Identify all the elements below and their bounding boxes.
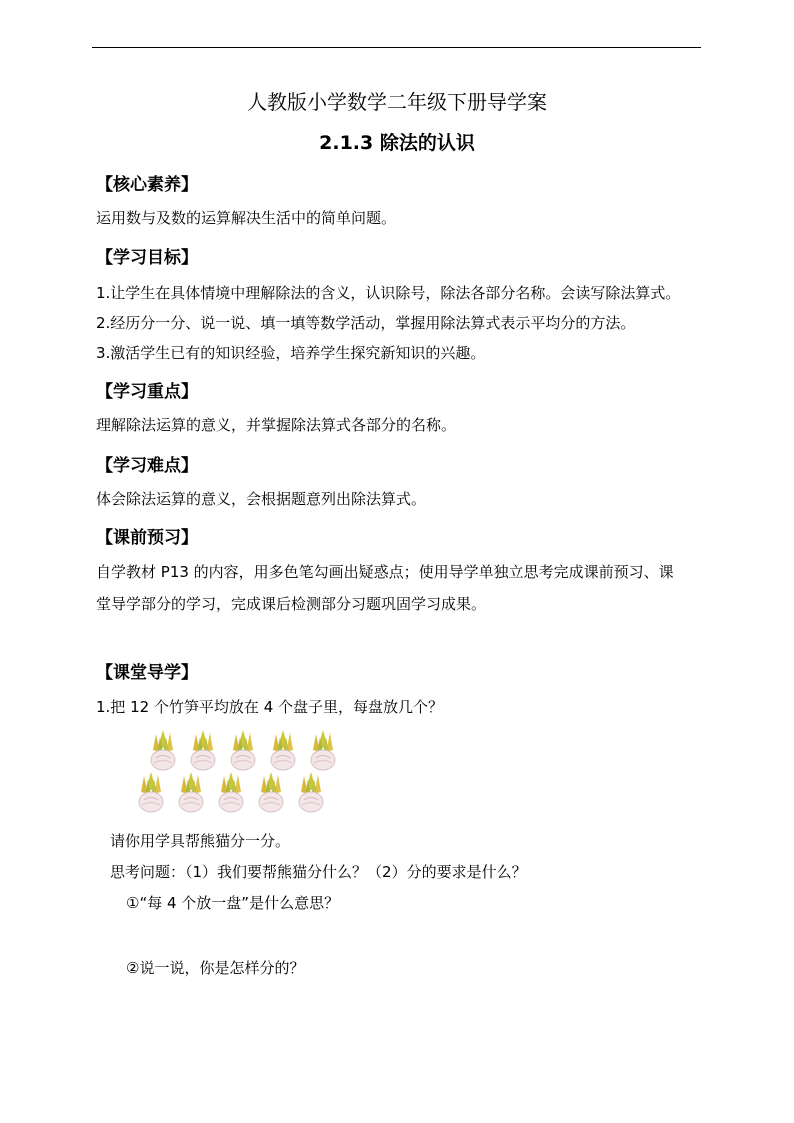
bamboo-shoots-illustration xyxy=(140,728,350,820)
page-title: 人教版小学数学二年级下册导学案 xyxy=(247,90,547,114)
key-text: 理解除法运算的意义，并掌握除法算式各部分的名称。 xyxy=(96,416,457,434)
preview-line-2: 堂导学部分的学习，完成课后检测部分习题巩固学习成果。 xyxy=(96,595,487,613)
bamboo-shoot-icon xyxy=(176,770,206,814)
preview-line-1: 自学教材 P13 的内容，用多色笔勾画出疑惑点；使用导学单独立思考完成课前预习、课 xyxy=(96,563,674,581)
heading-key: 【学习重点】 xyxy=(96,382,198,402)
sub-question-2: ②说一说，你是怎样分的？ xyxy=(126,959,305,977)
lesson-title: 2.1.3 除法的认识 xyxy=(319,132,475,154)
bamboo-shoot-icon xyxy=(136,770,166,814)
bamboo-shoot-icon xyxy=(148,728,178,772)
heading-preview: 【课前预习】 xyxy=(96,528,198,548)
bamboo-shoot-icon xyxy=(188,728,218,772)
heading-classroom: 【课堂导学】 xyxy=(96,663,198,683)
bamboo-shoot-icon xyxy=(308,728,338,772)
goal-item-2: 2.经历分一分、说一说、填一填等数学活动，掌握用除法算式表示平均分的方法。 xyxy=(96,314,636,332)
sub-question-1: ①“每 4 个放一盘”是什么意思？ xyxy=(126,894,340,912)
question-1: 1.把 12 个竹笋平均放在 4 个盘子里，每盘放几个？ xyxy=(96,698,444,716)
heading-goals: 【学习目标】 xyxy=(96,248,198,268)
bamboo-shoot-icon xyxy=(216,770,246,814)
bamboo-shoot-icon xyxy=(256,770,286,814)
bamboo-shoot-icon xyxy=(228,728,258,772)
heading-core: 【核心素养】 xyxy=(96,175,198,195)
bamboo-shoot-icon xyxy=(296,770,326,814)
goal-item-1: 1.让学生在具体情境中理解除法的含义，认识除号，除法各部分名称。会读写除法算式。 xyxy=(96,284,681,302)
goal-item-3: 3.激活学生已有的知识经验，培养学生探究新知识的兴趣。 xyxy=(96,344,486,362)
think-question: 思考问题：（1）我们要帮熊猫分什么？（2）分的要求是什么？ xyxy=(110,863,527,881)
header-rule xyxy=(92,47,701,48)
bamboo-shoot-icon xyxy=(268,728,298,772)
difficulty-text: 体会除法运算的意义，会根据题意列出除法算式。 xyxy=(96,490,427,508)
heading-difficulty: 【学习难点】 xyxy=(96,456,198,476)
instruction-text: 请你用学具帮熊猫分一分。 xyxy=(110,832,291,850)
core-text: 运用数与及数的运算解决生活中的简单问题。 xyxy=(96,209,397,227)
